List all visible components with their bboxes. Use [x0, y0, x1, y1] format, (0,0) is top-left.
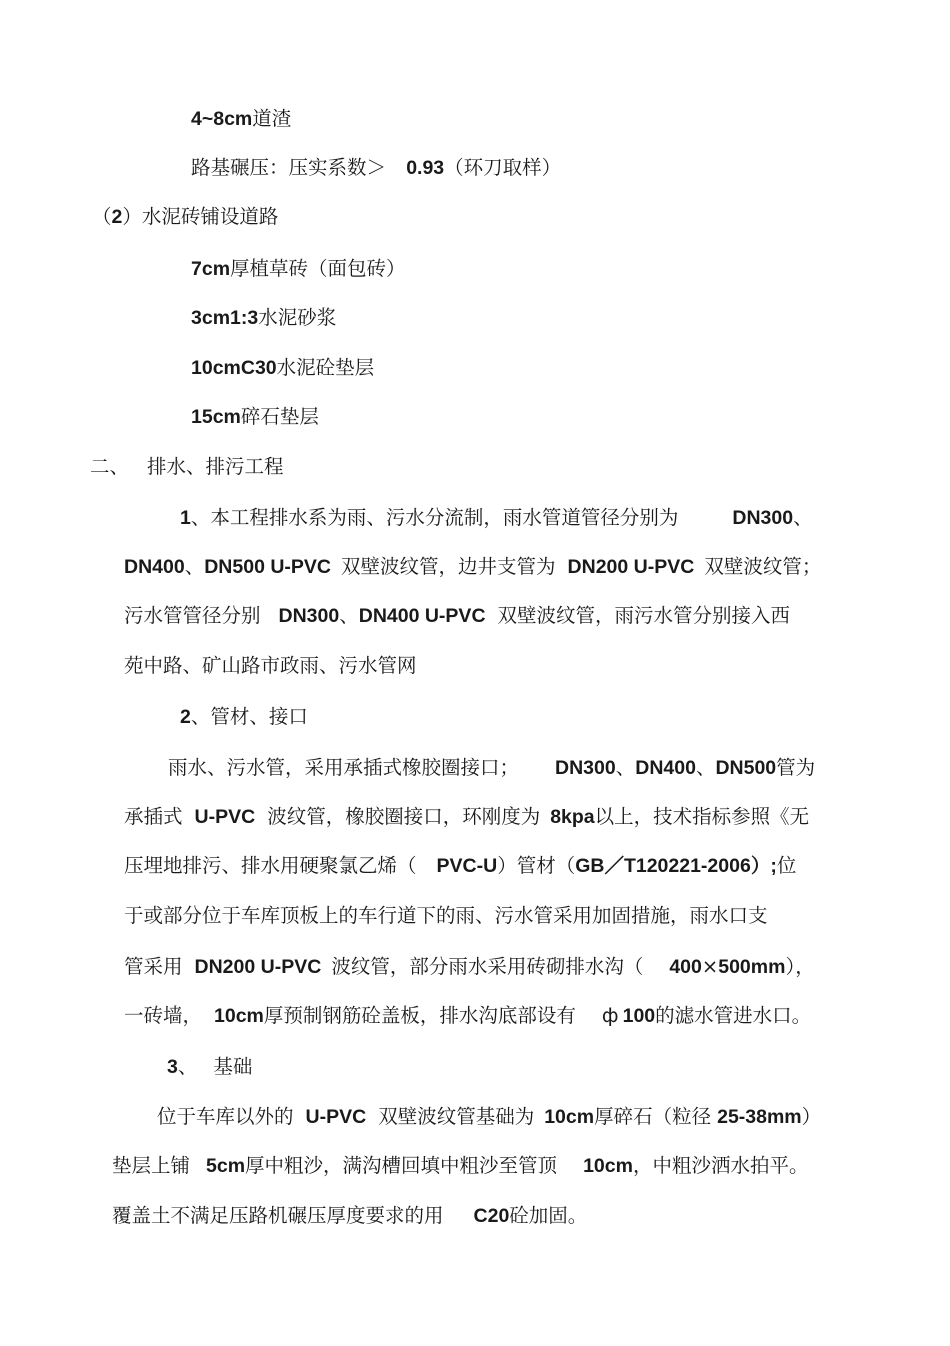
text-line: 雨水、污水管，采用承插式橡胶圈接口； DN300、DN400、DN500管为: [168, 756, 816, 779]
text-line: 7cm厚植草砖（面包砖）: [191, 257, 406, 280]
text-line: 15cm碎石垫层: [191, 405, 319, 428]
text-line: 路基碾压：压实系数＞ 0.93（环刀取样）: [191, 156, 562, 179]
text-line: 一砖墙， 10cm厚预制钢筋砼盖板，排水沟底部设有 ф 100的滤水管进水口。: [124, 1004, 812, 1027]
section-heading: （2）水泥砖铺设道路: [92, 205, 279, 228]
text-line: 10cmC30水泥砼垫层: [191, 356, 375, 379]
text-line: 位于车库以外的 U-PVC 双壁波纹管基础为 10cm厚碎石（粒径 25-38mm）: [157, 1105, 822, 1128]
text-line: 管采用 DN200 U-PVC 波纹管，部分雨水采用砖砌排水沟（ 400×500mm），: [124, 955, 815, 978]
text-line: 承插式 U-PVC 波纹管，橡胶圈接口，环刚度为 8kpa以上，技术指标参照《无: [124, 805, 810, 828]
text-line: 污水管管径分别 DN300、DN400 U-PVC 双壁波纹管，雨污水管分别接入西: [124, 604, 791, 627]
section-heading: 二、 排水、排污工程: [90, 455, 284, 478]
text-line: 覆盖土不满足压路机碾压厚度要求的用 C20砼加固。: [112, 1204, 588, 1227]
text-line: DN400、DN500 U-PVC 双壁波纹管，边井支管为 DN200 U-PVC 双壁波纹管；: [124, 555, 822, 578]
subsection-heading: 3、 基础: [167, 1055, 253, 1078]
subsection-heading: 2、管材、接口: [180, 705, 308, 728]
text-line: 3cm1:3水泥砂浆: [191, 306, 337, 329]
text-line: 1、本工程排水系为雨、污水分流制，雨水管道管径分别为 DN300、: [180, 506, 813, 529]
text-line: 4~8cm道渣: [191, 107, 292, 130]
text-line: 苑中路、矿山路市政雨、污水管网: [124, 654, 417, 677]
text-line: 于或部分位于车库顶板上的车行道下的雨、污水管采用加固措施，雨水口支: [124, 904, 768, 927]
text-line: 垫层上铺 5cm厚中粗沙，满沟槽回填中粗沙至管顶 10cm，中粗沙洒水拍平。: [112, 1154, 809, 1177]
text-line: 压埋地排污、排水用硬聚氯乙烯（ PVC-U）管材（GB／T120221-2006）;位: [124, 854, 797, 877]
